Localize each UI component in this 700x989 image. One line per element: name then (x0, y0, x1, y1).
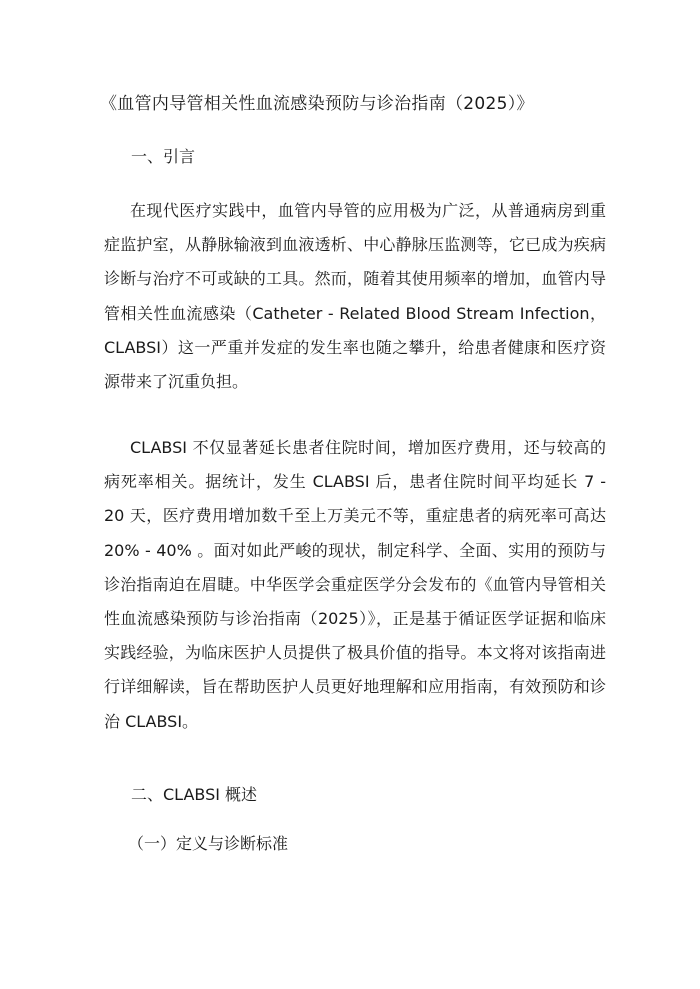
subsection-heading-definition: （一）定义与诊断标准 (128, 834, 289, 853)
document-title: 《血管内导管相关性血流感染预防与诊治指南（2025）》 (100, 94, 534, 114)
paragraph-introduction-2: CLABSI 不仅显著延长患者住院时间，增加医疗费用，还与较高的病死率相关。据统计，发生 CLABSI 后，患者住院时间平均延长 7 - 20 天，医疗费用增加数千至上万美元不等，重症患者的病死率可高达 20% - 40% 。面对如此严峻的现状，制定科学、全面、实用的预防与诊治指南迫在眉睫。中华医学会重症医学分会发布的《血管内导管相关性血流感染预防与诊治指南（2025）》，正是基于循证医学证据和临床实践经验，为临床医护人员提供了极具价值的指导。本文将对该指南进行详细解读，旨在帮助医护人员更好地理解和应用指南，有效预防和诊治 CLABSI。 (104, 438, 606, 731)
section-heading-clabsi-overview: 二、CLABSI 概述 (131, 785, 258, 804)
section-heading-introduction: 一、引言 (131, 147, 196, 166)
paragraph-introduction-1: 在现代医疗实践中，血管内导管的应用极为广泛，从普通病房到重症监护室，从静脉输液到血液透析、中心静脉压监测等，它已成为疾病诊断与治疗不可或缺的工具。然而，随着其使用频率的增加，血管内导管相关性血流感染（Catheter - Related Blood Stream Infection，CLABSI）这一严重并发症的发生率也随之攀升，给患者健康和医疗资源带来了沉重负担。 (104, 201, 606, 392)
